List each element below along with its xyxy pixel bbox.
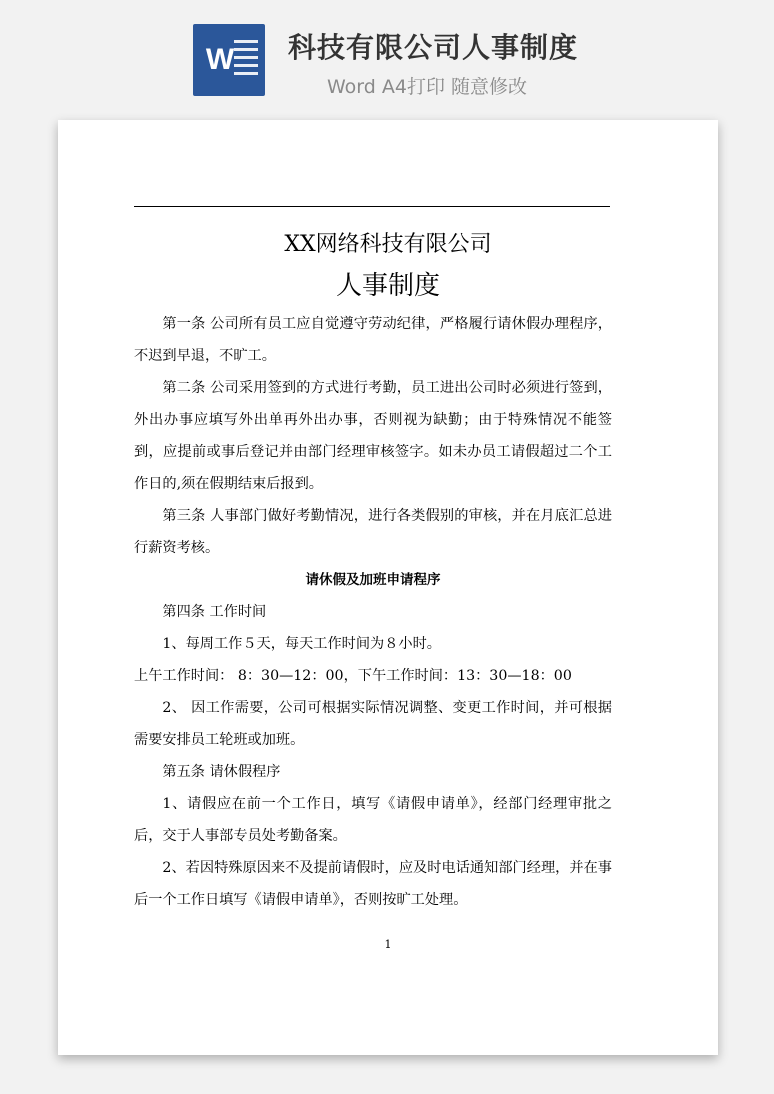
banner-subtitle: Word A4打印 随意修改 [327, 76, 528, 98]
banner-title: 科技有限公司人事制度 [288, 31, 579, 64]
article-paragraph: 第四条 工作时间 [162, 604, 267, 620]
header-banner [0, 0, 774, 108]
article-paragraph: 第一条 公司所有员工应自觉遵守劳动纪律，严格履行请休假办理程序，不迟到早退，不旷工。 [134, 316, 612, 364]
company-name: XX网络科技有限公司 [284, 232, 492, 257]
document-body [134, 308, 612, 916]
document-page [58, 120, 718, 1055]
word-icon [193, 24, 265, 96]
word-icon-letter: W [205, 43, 235, 76]
article-paragraph: 上午工作时间： 8：30—12：00，下午工作时间：13：30—18：00 [134, 668, 572, 684]
article-paragraph: 1、请假应在前一个工作日，填写《请假申请单》，经部门经理审批之后，交于人事部专员处考勤备案。 [134, 796, 612, 844]
article-paragraph: 1、每周工作５天，每天工作时间为８小时。 [162, 636, 441, 652]
article-paragraph: 第五条 请休假程序 [162, 764, 281, 780]
article-paragraph: 2、 因工作需要，公司可根据实际情况调整、变更工作时间，并可根据需要安排员工轮班或加班。 [134, 700, 612, 748]
document-title: 人事制度 [335, 271, 440, 301]
article-paragraph: 第三条 人事部门做好考勤情况，进行各类假别的审核，并在月底汇总进行薪资考核。 [134, 508, 612, 556]
header-rule [134, 206, 610, 207]
page-number: 1 [384, 938, 392, 951]
article-paragraph: 第二条 公司采用签到的方式进行考勤，员工进出公司时必须进行签到，外出办事应填写外出单再外出办事，否则视为缺勤；由于特殊情况不能签到，应提前或事后登记并由部门经理审核签字。如未办员工请假超过二个工作日的,须在假期结束后报到。 [134, 380, 612, 492]
section-heading: 请休假及加班申请程序 [305, 572, 441, 588]
article-paragraph: 2、若因特殊原因来不及提前请假时，应及时电话通知部门经理，并在事后一个工作日填写《请假申请单》，否则按旷工处理。 [134, 860, 612, 908]
